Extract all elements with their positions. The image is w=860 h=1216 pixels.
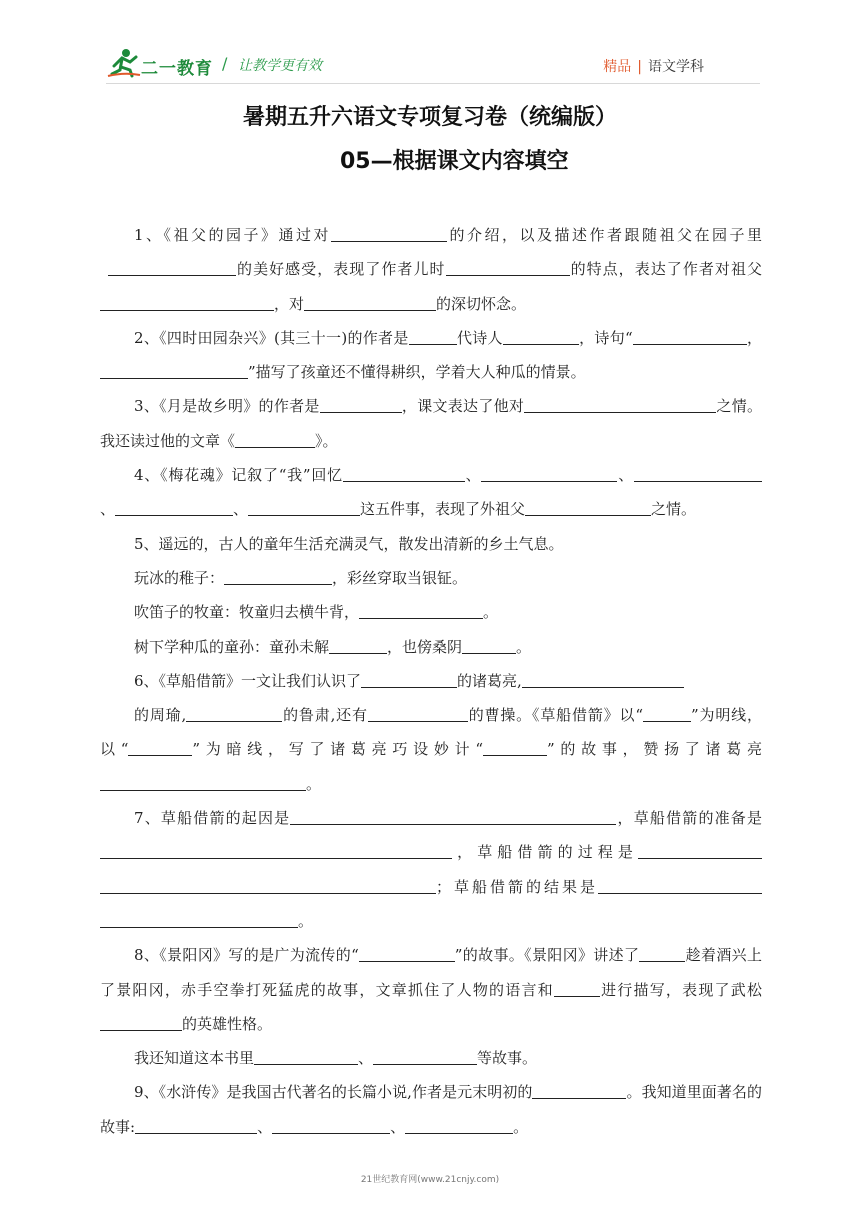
blank[interactable] bbox=[331, 223, 447, 242]
blank[interactable] bbox=[368, 703, 468, 722]
question-5-line-3: 树下学种瓜的童孙：童孙未解 ，也傍桑阴 。 bbox=[100, 630, 762, 664]
question-9: 9、《水浒传》是我国古代著名的长篇小说,作者是元末明初的 。我知道里面著名的故事: 、 、 。 bbox=[100, 1075, 762, 1144]
blank[interactable] bbox=[100, 840, 452, 859]
blank[interactable] bbox=[481, 463, 617, 482]
blank[interactable] bbox=[359, 600, 483, 619]
blank[interactable] bbox=[525, 497, 651, 516]
question-1: 1、《祖父的园子》通过对 的介绍，以及描述作者跟随祖父在园子里的美好感受，表现了作者儿时 的特点，表达了作者对祖父，对 的深切怀念。 bbox=[100, 218, 762, 321]
subject-label: 语文学科 bbox=[648, 59, 704, 75]
blank[interactable] bbox=[304, 292, 436, 311]
blank[interactable] bbox=[343, 463, 465, 482]
blank[interactable] bbox=[272, 1115, 390, 1134]
blank[interactable] bbox=[128, 737, 192, 756]
blank[interactable] bbox=[135, 1115, 257, 1134]
blank[interactable] bbox=[702, 463, 762, 482]
blank[interactable] bbox=[677, 326, 747, 345]
blank[interactable] bbox=[224, 566, 332, 585]
question-2: 2、《四时田园杂兴》(其三十一)的作者是 代诗人 ，诗句“ ，”描写了孩童还不懂得耕织，学着大人种瓜的情景。 bbox=[100, 321, 762, 390]
header-divider: / bbox=[222, 54, 228, 73]
page-header bbox=[0, 0, 860, 90]
blank[interactable] bbox=[248, 497, 360, 516]
blank[interactable] bbox=[598, 875, 762, 894]
page-title: 暑期五升六语文专项复习卷（统编版） bbox=[242, 105, 617, 130]
blank[interactable] bbox=[524, 394, 716, 413]
question-5-line-1: 玩冰的稚子： ，彩丝穿取当银钲。 bbox=[100, 561, 762, 595]
question-8: 8、《景阳冈》写的是广为流传的“ ”的故事。《景阳冈》讲述了 趁着酒兴上了景阳冈，赤手空拳打死猛虎的故事，文章抓住了人物的语言和 进行描写，表现了武松的英雄性格。 bbox=[100, 938, 762, 1041]
blank[interactable] bbox=[554, 978, 600, 997]
blank[interactable] bbox=[483, 737, 547, 756]
blank[interactable] bbox=[100, 292, 274, 311]
blank[interactable] bbox=[100, 909, 298, 928]
blank[interactable] bbox=[634, 463, 702, 482]
blank[interactable] bbox=[108, 257, 236, 276]
blank[interactable] bbox=[235, 429, 315, 448]
question-5: 5、遥远的，古人的童年生活充满灵气，散发出清新的乡土气息。 bbox=[134, 534, 564, 553]
blank[interactable] bbox=[522, 669, 684, 688]
blank[interactable] bbox=[100, 360, 248, 379]
blank[interactable] bbox=[373, 1046, 477, 1065]
quality-label: 精品 bbox=[603, 59, 632, 75]
header-rule bbox=[106, 83, 760, 84]
blank[interactable] bbox=[115, 497, 233, 516]
slogan: 让教学更有效 bbox=[238, 58, 322, 74]
worksheet-body bbox=[100, 218, 762, 1144]
blank[interactable] bbox=[100, 875, 436, 894]
blank[interactable] bbox=[254, 1046, 358, 1065]
blank[interactable] bbox=[100, 772, 306, 791]
blank[interactable] bbox=[100, 1012, 182, 1031]
blank[interactable] bbox=[320, 394, 402, 413]
question-4: 4、《梅花魂》记叙了“我”回忆 、 、、 、 这五件事，表现了外祖父 之情。 bbox=[100, 458, 762, 527]
blank[interactable] bbox=[503, 326, 579, 345]
blank[interactable] bbox=[361, 669, 457, 688]
blank[interactable] bbox=[409, 326, 457, 345]
blank[interactable] bbox=[446, 257, 570, 276]
question-6: 6、《草船借箭》一文让我们认识了 的诸葛亮, 的周瑜, 的鲁肃,还有 的曹操。《草船借箭》以“ ”为明线，以“ ”为暗线，写了诸葛亮巧设妙计“ ”的故事，赞扬了诸葛亮。 bbox=[100, 664, 762, 801]
blank[interactable] bbox=[359, 943, 455, 962]
blank[interactable] bbox=[638, 840, 762, 859]
page-footer: 21世纪教育网(www.21cnjy.com) bbox=[360, 1175, 500, 1185]
blank[interactable] bbox=[186, 703, 282, 722]
blank[interactable] bbox=[290, 806, 616, 825]
blank[interactable] bbox=[329, 635, 387, 654]
blank[interactable] bbox=[405, 1115, 513, 1134]
blank[interactable] bbox=[462, 635, 516, 654]
blank[interactable] bbox=[633, 326, 677, 345]
blank[interactable] bbox=[532, 1080, 626, 1099]
blank[interactable] bbox=[639, 943, 685, 962]
question-3: 3、《月是故乡明》的作者是 ，课文表达了他对 之情。我还读过他的文章《 》。 bbox=[100, 389, 762, 458]
brand-name: 二一教育 bbox=[141, 59, 213, 79]
question-7: 7、草船借箭的起因是 ，草船借箭的准备是，草船借箭的过程是；草船借箭的结果是。 bbox=[100, 801, 762, 938]
page-subtitle: 05—根据课文内容填空 bbox=[340, 149, 569, 174]
question-8-extra: 我还知道这本书里 、 等故事。 bbox=[100, 1041, 762, 1075]
header-subject: 精品 | 语文学科 bbox=[603, 59, 704, 75]
question-5-line-2: 吹笛子的牧童：牧童归去横牛背， 。 bbox=[100, 595, 762, 629]
blank[interactable] bbox=[643, 703, 691, 722]
